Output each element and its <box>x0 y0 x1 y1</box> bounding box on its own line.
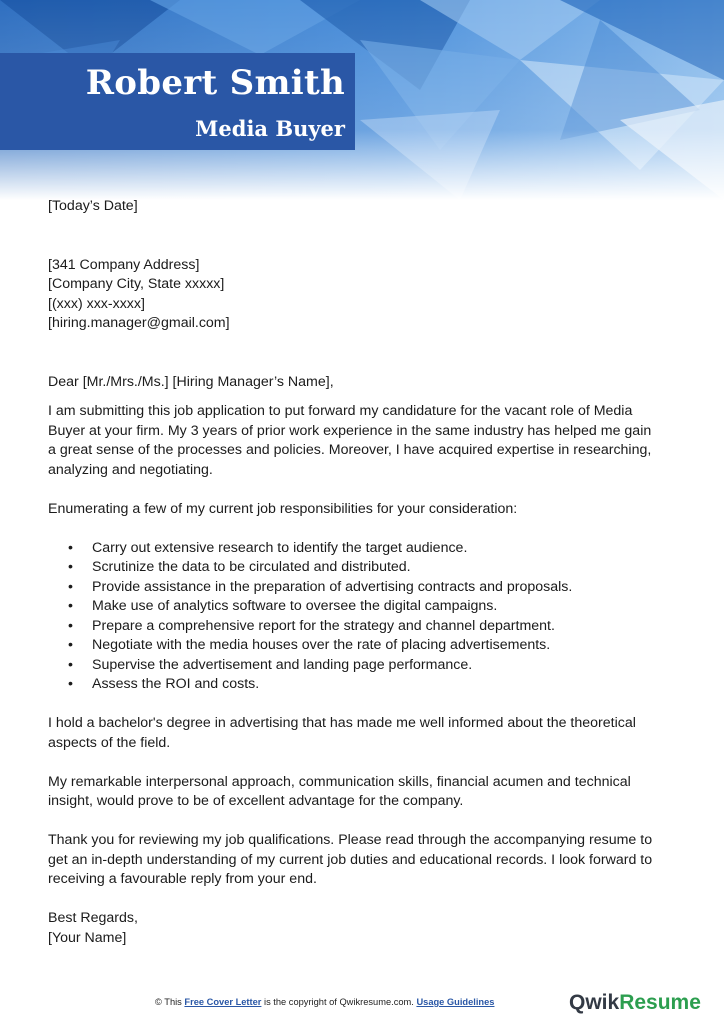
bullet-icon: • <box>68 598 73 614</box>
list-item-text: Assess the ROI and costs. <box>92 676 260 692</box>
name-band <box>0 53 355 150</box>
education-paragraph <box>48 714 678 753</box>
skills-paragraph <box>48 773 678 812</box>
address-line: [(xxx) xxx-xxxx] <box>48 295 145 312</box>
usage-guidelines-link[interactable]: Usage Guidelines <box>416 997 495 1007</box>
list-item <box>48 539 678 559</box>
list-item <box>48 578 678 598</box>
letter-date: [Today’s Date] <box>48 198 138 214</box>
bullet-icon: • <box>68 559 73 575</box>
signoff: Best Regards, <box>48 910 138 926</box>
intro-line: a great sense of the processes and policies. Moreover, I have acquired expertise in researching, <box>48 442 652 458</box>
bullet-icon: • <box>68 656 73 673</box>
intro-line: I am submitting this job application to put forward my candidature for the vacant role of Media <box>48 403 633 419</box>
signature: [Your Name] <box>48 929 127 946</box>
intro-paragraph <box>48 402 678 480</box>
list-item-text: Scrutinize the data to be circulated and distributed. <box>92 559 411 575</box>
list-item <box>48 675 678 695</box>
list-item <box>48 636 678 656</box>
responsibilities-list <box>48 539 678 695</box>
address-line: [Company City, State xxxxx] <box>48 276 225 292</box>
free-cover-letter-link[interactable]: Free Cover Letter <box>184 997 262 1007</box>
job-title: Media Buyer <box>195 116 345 141</box>
skills-line: My remarkable interpersonal approach, communication skills, financial acumen and technical <box>48 773 631 790</box>
closing-line: get an in-depth understanding of my current job duties and educational records. I look forward to <box>48 851 653 868</box>
address-line: [341 Company Address] <box>48 256 200 273</box>
copyright-middle: is the copyright of Qwikresume.com. <box>261 997 417 1007</box>
list-item-text: Prepare a comprehensive report for the strategy and channel department. <box>92 617 555 634</box>
skills-line: insight, would prove to be of excellent advantage for the company. <box>48 793 464 809</box>
bullet-icon: • <box>68 637 73 653</box>
education-line: aspects of the field. <box>48 734 171 751</box>
address-line: [hiring.manager@gmail.com] <box>48 315 230 331</box>
letter-body <box>48 197 678 948</box>
list-item-text: Provide assistance in the preparation of advertising contracts and proposals. <box>92 578 573 595</box>
copyright-notice <box>155 997 494 1007</box>
list-item-text: Make use of analytics software to oversee the digital campaigns. <box>92 598 498 614</box>
bullet-icon: • <box>68 676 73 692</box>
list-item-text: Negotiate with the media houses over the rate of placing advertisements. <box>92 637 551 653</box>
logo-part-resume: Resume <box>619 991 701 1014</box>
bullet-icon: • <box>68 617 73 634</box>
qwikresume-logo <box>569 991 701 1015</box>
copyright-prefix: © This <box>155 997 185 1007</box>
logo-part-qwik: Qwik <box>569 991 620 1014</box>
closing-paragraph <box>48 831 678 890</box>
list-item-text: Carry out extensive research to identify the target audience. <box>92 539 468 556</box>
list-item <box>48 617 678 637</box>
list-item <box>48 597 678 617</box>
closing-line: receiving a favourable reply from your end. <box>48 871 317 887</box>
salutation: Dear [Mr./Mrs./Ms.] [Hiring Manager’s Name], <box>48 373 334 390</box>
applicant-name: Robert Smith <box>85 63 345 103</box>
education-line: I hold a bachelor's degree in advertising that has made me well informed about the theoretical <box>48 715 636 731</box>
list-item <box>48 558 678 578</box>
closing-line: Thank you for reviewing my job qualifications. Please read through the accompanying resume to <box>48 832 653 848</box>
bullet-icon: • <box>68 578 73 595</box>
recipient-address <box>48 256 678 334</box>
intro-line: Buyer at your firm. My 3 years of prior work experience in the same industry has helped me gain <box>48 422 652 439</box>
intro-line: analyzing and negotiating. <box>48 461 213 478</box>
bullet-icon: • <box>68 539 73 556</box>
responsibilities-intro: Enumerating a few of my current job responsibilities for your consideration: <box>48 500 518 517</box>
list-item-text: Supervise the advertisement and landing page performance. <box>92 656 473 673</box>
list-item <box>48 656 678 676</box>
